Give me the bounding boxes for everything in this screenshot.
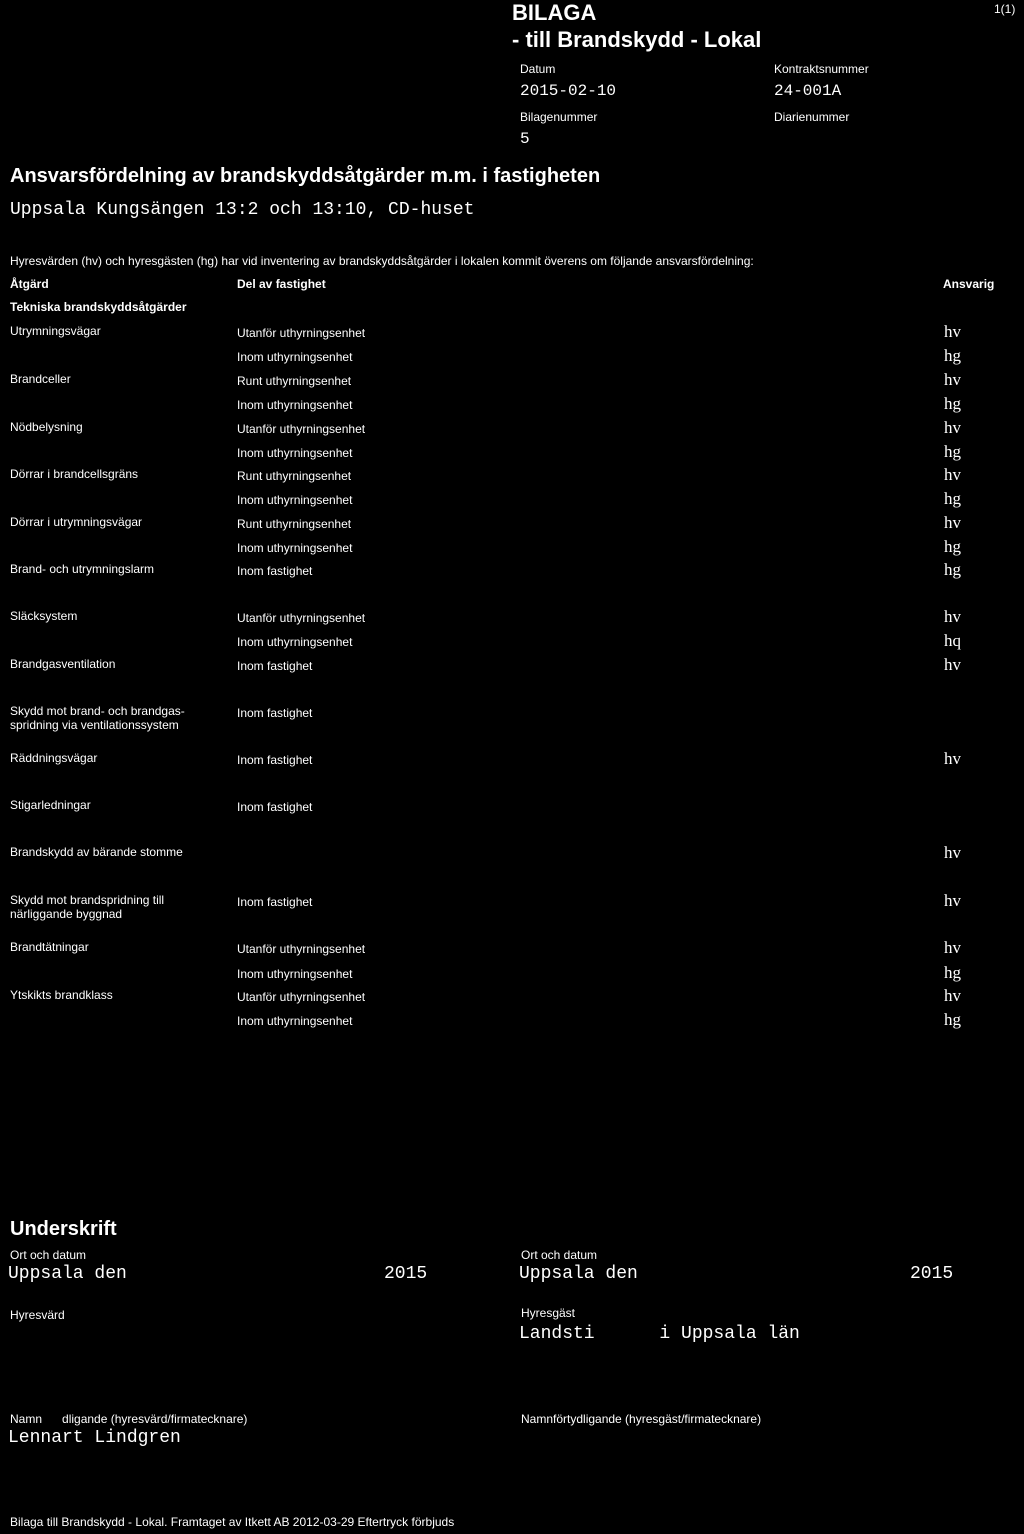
ort-value-right: Uppsala den bbox=[519, 1264, 638, 1284]
row-del: Utanför uthyrningsenhet bbox=[237, 611, 366, 625]
row-del: Utanför uthyrningsenhet bbox=[237, 942, 366, 956]
hyresgast-value: Landsti i Uppsala län bbox=[519, 1324, 800, 1344]
row-ansvar: hq bbox=[944, 631, 961, 650]
row-del: Runt uthyrningsenhet bbox=[237, 374, 352, 388]
page-heading: Ansvarsfördelning av brandskyddsåtgärder m.m. i fastigheten bbox=[10, 165, 601, 187]
row-del: Inom uthyrningsenhet bbox=[237, 1014, 353, 1028]
ort-value-left: Uppsala den bbox=[8, 1264, 127, 1284]
row-del: Utanför uthyrningsenhet bbox=[237, 422, 366, 436]
row-ansvar: hv bbox=[944, 418, 961, 437]
row-atgard: Brandskydd av bärande stomme bbox=[10, 845, 183, 859]
datum-label: Datum bbox=[520, 62, 556, 76]
bilage-value: 5 bbox=[520, 130, 530, 148]
row-ansvar: hg bbox=[944, 442, 961, 461]
row-atgard: Brandtätningar bbox=[10, 940, 89, 954]
kontrakt-label: Kontraktsnummer bbox=[774, 62, 869, 76]
row-del: Inom uthyrningsenhet bbox=[237, 967, 353, 981]
row-ansvar: hv bbox=[944, 938, 961, 957]
signature-heading: Underskrift bbox=[10, 1218, 117, 1240]
row-atgard: Släcksystem bbox=[10, 609, 78, 623]
row-ansvar: hv bbox=[944, 986, 961, 1005]
row-atgard: Stigarledningar bbox=[10, 798, 91, 812]
doc-title: BILAGA bbox=[512, 0, 597, 25]
row-del: Inom uthyrningsenhet bbox=[237, 635, 353, 649]
row-del: Utanför uthyrningsenhet bbox=[237, 326, 366, 340]
row-del: Utanför uthyrningsenhet bbox=[237, 990, 366, 1004]
row-atgard: Utrymningsvägar bbox=[10, 324, 101, 338]
row-ansvar: hv bbox=[944, 891, 961, 910]
row-atgard: Brand- och utrymningslarm bbox=[10, 562, 155, 576]
row-atgard: Nödbelysning bbox=[10, 420, 83, 434]
row-del: Inom uthyrningsenhet bbox=[237, 541, 353, 555]
bilage-label: Bilagenummer bbox=[520, 110, 598, 124]
row-atgard: Dörrar i brandcellsgräns bbox=[10, 467, 139, 481]
row-del: Inom fastighet bbox=[237, 706, 313, 720]
kontrakt-value: 24-001A bbox=[774, 82, 842, 100]
namn-value-left: Lennart Lindgren bbox=[8, 1428, 181, 1448]
row-ansvar: hg bbox=[944, 963, 961, 982]
diarie-label: Diarienummer bbox=[774, 110, 850, 124]
row-del: Runt uthyrningsenhet bbox=[237, 517, 352, 531]
row-ansvar: hv bbox=[944, 513, 961, 532]
row-ansvar: hv bbox=[944, 655, 961, 674]
year-left: 2015 bbox=[384, 1264, 428, 1284]
row-atgard: Dörrar i utrymningsvägar bbox=[10, 515, 143, 529]
row-del: Inom fastighet bbox=[237, 753, 313, 767]
row-atgard: Skydd mot brand- och brandgas- bbox=[10, 704, 185, 718]
intro-text: Hyresvärden (hv) och hyresgästen (hg) har vid inventering av brandskyddsåtgärder i lokalen kommit överens om följande ansvarsfördelning: bbox=[10, 254, 754, 268]
ort-label-left: Ort och datum bbox=[10, 1248, 87, 1262]
row-atgard: Skydd mot brandspridning till bbox=[10, 893, 165, 907]
hyresgast-label: Hyresgäst bbox=[521, 1306, 576, 1320]
row-del: Inom uthyrningsenhet bbox=[237, 398, 353, 412]
row-del: Inom fastighet bbox=[237, 800, 313, 814]
row-ansvar: hv bbox=[944, 843, 961, 862]
row-del: Inom uthyrningsenhet bbox=[237, 446, 353, 460]
col-header-del: Del av fastighet bbox=[237, 277, 326, 291]
row-atgard-cont: spridning via ventilationssystem bbox=[10, 718, 179, 732]
row-atgard: Brandgasventilation bbox=[10, 657, 116, 671]
row-ansvar: hg bbox=[944, 560, 961, 579]
section-heading: Tekniska brandskyddsåtgärder bbox=[10, 300, 187, 314]
col-header-ansvarig: Ansvarig bbox=[943, 277, 995, 291]
row-atgard: Räddningsvägar bbox=[10, 751, 98, 765]
datum-value: 2015-02-10 bbox=[520, 82, 617, 100]
namn-label-right: Namnförtydligande (hyresgäst/firmatecknare) bbox=[521, 1412, 762, 1426]
row-del: Inom uthyrningsenhet bbox=[237, 350, 353, 364]
hyresvard-label: Hyresvärd bbox=[10, 1308, 65, 1322]
row-ansvar: hg bbox=[944, 489, 961, 508]
page-number: 1(1) bbox=[994, 2, 1016, 16]
row-ansvar: hv bbox=[944, 322, 961, 341]
row-ansvar: hv bbox=[944, 749, 961, 768]
property-name: Uppsala Kungsängen 13:2 och 13:10, CD-huset bbox=[10, 200, 475, 220]
col-header-atgard: Åtgärd bbox=[10, 277, 49, 291]
row-ansvar: hg bbox=[944, 394, 961, 413]
row-ansvar: hg bbox=[944, 537, 961, 556]
row-del: Inom fastighet bbox=[237, 564, 313, 578]
row-ansvar: hv bbox=[944, 607, 961, 626]
row-del: Inom fastighet bbox=[237, 895, 313, 909]
row-ansvar: hg bbox=[944, 1010, 961, 1029]
year-right: 2015 bbox=[910, 1264, 954, 1284]
row-atgard-cont: närliggande byggnad bbox=[10, 907, 123, 921]
ort-label-right: Ort och datum bbox=[521, 1248, 598, 1262]
row-ansvar: hv bbox=[944, 370, 961, 389]
row-ansvar: hv bbox=[944, 465, 961, 484]
row-ansvar: hg bbox=[944, 346, 961, 365]
row-atgard: Brandceller bbox=[10, 372, 71, 386]
row-del: Runt uthyrningsenhet bbox=[237, 469, 352, 483]
row-del: Inom fastighet bbox=[237, 659, 313, 673]
namn-label-left: Namn dligande (hyresvärd/firmatecknare) bbox=[10, 1412, 248, 1426]
doc-subtitle: - till Brandskydd - Lokal bbox=[512, 27, 762, 52]
footer-text: Bilaga till Brandskydd - Lokal. Framtaget av Itkett AB 2012-03-29 Eftertryck förbjuds bbox=[10, 1515, 455, 1529]
row-del: Inom uthyrningsenhet bbox=[237, 493, 353, 507]
row-atgard: Ytskikts brandklass bbox=[10, 988, 113, 1002]
